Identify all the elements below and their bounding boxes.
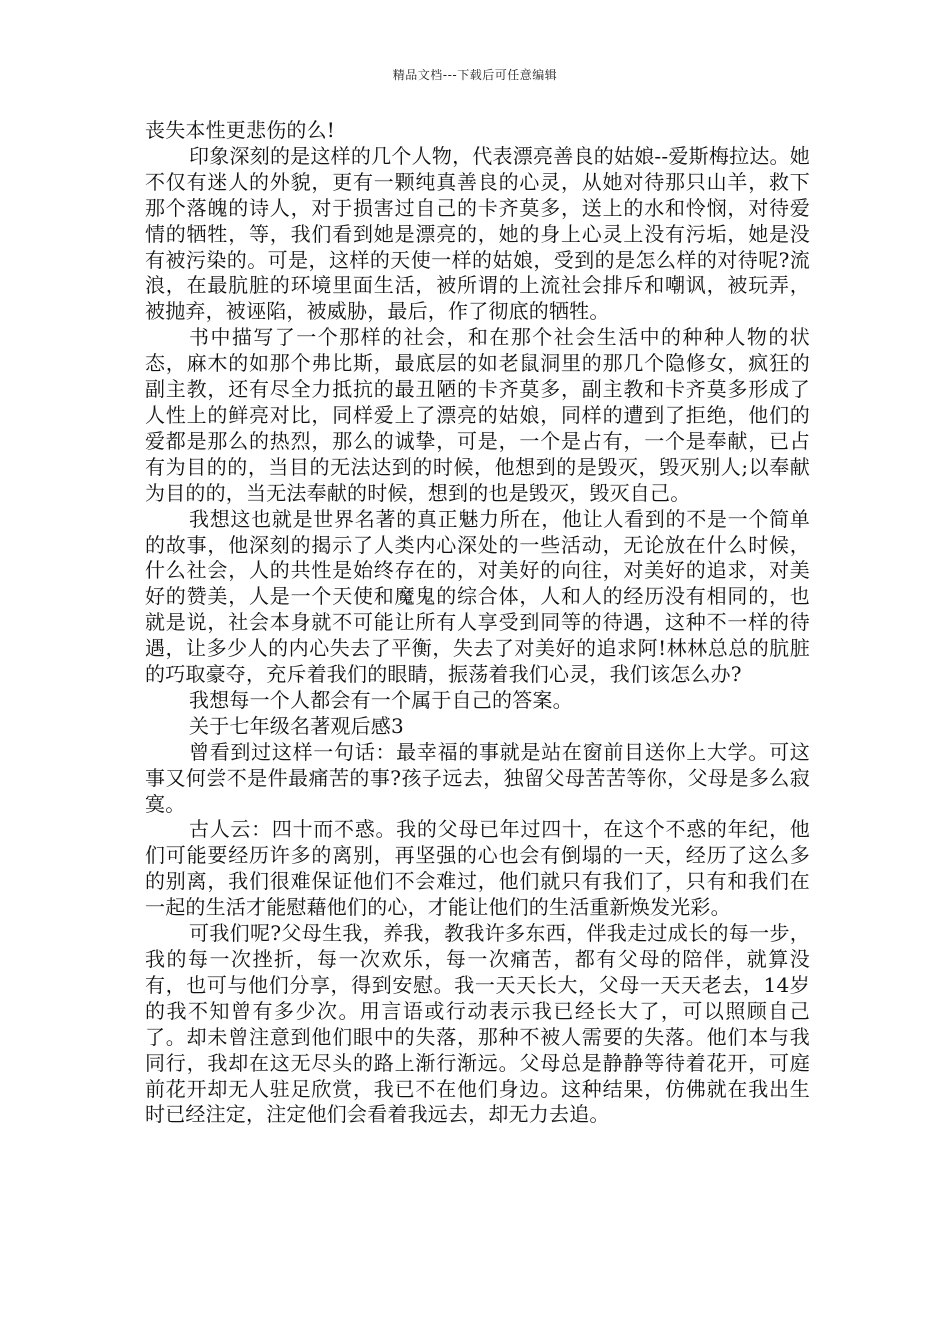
paragraph: 我想每一个人都会有一个属于自己的答案。 <box>189 687 573 712</box>
paragraph: 书中描写了一个那样的社会，和在那个社会生活中的种种人物的状态，麻木的如那个弗比斯，最底层的如老鼠洞里的那几个隐修女，疯狂的副主教，还有尽全力抵抗的最丑陋的卡齐莫多，副主教和卡齐莫多形成了人性上的鲜亮对比，同样爱上了漂亮的姑娘，同样的遭到了拒绝，他们的爱都是那么的热烈，那么的诚挚，可是，一个是占有，一个是奉献，已占有为目的的，当目的无法达到的时候，他想到的是毁灭，毁灭别人;以奉献为目的的，当无法奉献的时候，想到的也是毁灭，毁灭自己。 <box>145 325 810 505</box>
paragraph: 印象深刻的是这样的几个人物，代表漂亮善良的姑娘--爱斯梅拉达。她不仅有迷人的外貌，更有一颗纯真善良的心灵，从她对待那只山羊，救下那个落魄的诗人，对于损害过自己的卡齐莫多，送上的水和怜悯，对待爱情的牺牲，等，我们看到她是漂亮的，她的身上心灵上没有污垢，她是没有被污染的。可是，这样的天使一样的姑娘，受到的是怎么样的对待呢?流浪，在最肮脏的环境里面生活，被所谓的上流社会排斥和嘲讽，被玩弄，被抛弃，被诬陷，被威胁，最后，作了彻底的牺牲。 <box>145 143 810 324</box>
paragraph: 丧失本性更悲伤的么! <box>145 118 336 142</box>
paragraph: 古人云：四十而不惑。我的父母已年过四十，在这个不惑的年纪，他们可能要经历许多的离别，再坚强的心也会有倒塌的一天，经历了这么多的别离，我们很难保证他们不会难过，他们就只有我们了，只有和我们在一起的生活才能慰藉他们的心，才能让他们的生活重新焕发光彩。 <box>145 817 810 920</box>
paragraph: 可我们呢?父母生我，养我，教我许多东西，伴我走过成长的每一步，我的每一次挫折，每一次欢乐，每一次痛苦，都有父母的陪伴，就算没有，也可与他们分享，得到安慰。我一天天长大，父母一天天老去，14岁的我不知曾有多少次。用言语或行动表示我已经长大了，可以照顾自己了。却未曾注意到他们眼中的失落，那种不被人需要的失落。他们本与我同行，我却在这无尽头的路上渐行渐远。父母总是静静等待着花开，可庭前花开却无人驻足欣赏，我已不在他们身边。这种结果，仿佛就在我出生时已经注定，注定他们会看着我远去，却无力去追。 <box>145 921 810 1127</box>
paragraph: 我想这也就是世界名著的真正魅力所在，他让人看到的不是一个简单的故事，他深刻的揭示了人类内心深处的一些活动，无论放在什么时候，什么社会，人的共性是始终存在的，对美好的向往，对美好的追求，对美好的赞美，人是一个天使和魔鬼的综合体，人和人的经历没有相同的，也就是说，社会本身就不可能让所有人享受到同等的待遇，这种不一样的待遇，让多少人的内心失去了平衡，失去了对美好的追求阿!林林总总的肮脏的巧取豪夺，充斥着我们的眼睛，振荡着我们心灵，我们该怎么办? <box>145 506 810 687</box>
paragraph: 曾看到过这样一句话：最幸福的事就是站在窗前目送你上大学。可这事又何尝不是件最痛苦的事?孩子远去，独留父母苦苦等你，父母是多么寂寞。 <box>145 739 810 816</box>
document-body <box>145 118 810 1128</box>
section-heading: 关于七年级名著观后感3 <box>189 713 404 738</box>
page-header: 精品文档---下载后可任意编辑 <box>392 68 558 82</box>
